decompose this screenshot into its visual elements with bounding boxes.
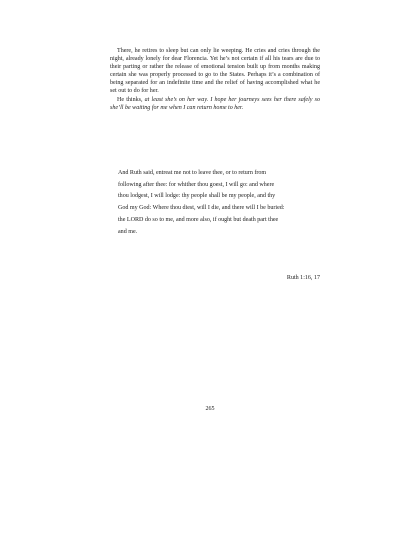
scripture-line: and me.	[118, 228, 138, 235]
scripture-line: God my God: Where thou diest, will I die, and there will I be buried:	[118, 205, 285, 212]
scripture-line: thou lodgest, I will lodge: thy people shall be my people, and thy	[118, 193, 276, 200]
narrative-paragraph-thought	[110, 96, 320, 112]
scripture-line: following after thee: for whither thou goest, I will go: and where	[118, 181, 275, 188]
scripture-line: the LORD do so to me, and more also, if ought but death part thee	[118, 216, 279, 223]
narrative-text	[110, 47, 320, 112]
page-number: 265	[205, 406, 215, 412]
narrative-paragraph: There, he retires to sleep but can only lie weeping. He cries and cries through the night, already lonely for dear Florencia. Yet he’s not certain if all his tears are due to their parting or rather the release of emotional tension built up from months making certain she was properly processed to go to the States. Perhaps it’s a combination of being separated for an indefinite time and the relief of having accomplished what he set out to do for her.	[110, 48, 320, 95]
scripture-line: And Ruth said, entreat me not to leave thee, or to return from	[118, 170, 267, 176]
scripture-quote	[118, 168, 314, 238]
scripture-citation: Ruth 1:16, 17	[286, 275, 320, 281]
inner-thought-italic: at least she’s on her way. I hope her journeys sees her there safely so she’ll be waiting for me when I can return home to her.	[110, 96, 321, 111]
thought-lead: He thinks,	[117, 96, 145, 103]
